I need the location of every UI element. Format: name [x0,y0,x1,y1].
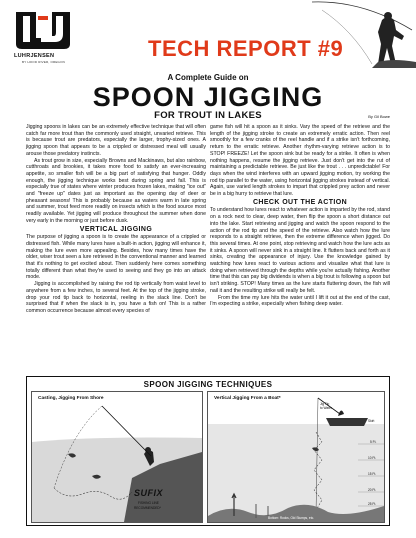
depth-25ft: 25 Ft. [368,502,377,506]
right-column [210,124,390,308]
page-subtitle: FOR TROUT IN LAKES [154,110,262,121]
boat-jigging-icon [208,392,384,522]
sufix-logo-text: SUFIX [134,488,164,498]
report-number: TECH REPORT #9 [148,36,344,61]
left-paragraph-2: As trout grow in size, especially Browns and Mackinaws, but also rainbow, cutthroats and brookies, it takes more food to satisfy an ever-increasing appetite, so smaller fish will be a big part of satisfying that hunger. Oddly enough, the jigging technique works best during spring and fall. This is especially true of states where winter produces frozen lakes, making "ice out" and "freeze up" dates just as important as the opening day of deer or pheasant seasons! This is probably because as waters warm in late spring and summer, trout feed more readily on insects which is the food source most readily available. Yet jigging will produce throughout the summer when done very early in the morning or just before dusk. [26,157,206,224]
byline: By Gil Bowe [368,114,390,119]
boat-jigging-diagram [207,391,385,523]
panel-title: SPOON JIGGING TECHNIQUES [143,380,273,389]
shore-casting-diagram [31,391,203,523]
depth-5ft: 5 Ft. [370,440,377,444]
right-paragraph-2: To understand how lures react to whatever action is imparted by the rod, stand on a rock next to clear, deep water, then flip the spoon a short distance out into the lake. Start retrieving and jigging and watch the spoon respond to the action of the rod tip and the speed of the retrieve. Also watch how the lure responds to a straight retrieve, then the extreme difference when jigged. Do this several times. At one point, stop retrieving and watch how the lure acts as it sinks. A spoon will never sink in a straight line. It flutters back and forth as it sinks, creating the appearance of injury. Use the knowledge gained by watching how lures react to various actions and visualize what that lure is doing when retrieved through the depths while you're actually fishing. Another time that this can pay big dividends is when a big trout is following a spoon but isn't striking. STOP! Many times as the lure starts fluttering down, the fish will nail it and the resulting strike will really be felt. [210,207,390,294]
sufix-line-2: FISHING LINE [138,501,159,505]
fisherman-illustration-icon [312,0,416,68]
boat-diagram-caption: Vertical Jigging From a Boat* [214,396,281,401]
luhr-jensen-logo-icon [14,10,72,50]
depth-20ft: 20 Ft. [368,488,377,492]
section-heading-check-action: CHECK OUT THE ACTION [252,198,348,206]
left-column [26,124,206,315]
jig-label-line-2: to Water [320,406,332,410]
page-title: SPOON JIGGING [92,82,324,112]
sufix-line-3: RECOMMENDED* [134,506,161,510]
right-paragraph-1: game fish will hit a spoon as it sinks. Vary the speed of the retrieve and the length of the jigging stroke to create an extremely erratic action. Then reel smoothly for a few cranks of the reel handle and if a strike isn't forthcoming, return to the erratic retrieve. Another rhythm-varying retrieve action is to STOP! FREEZE! Let the spoon sink but be ready for a strike. It often is when nothing happens, resume the jigging retrieve. Just don't get into the rut of maintaining a predictable retrieve. Be just like the trout . . . unpredictable! For days when the wind interferes with an upward jigging motion, try working the rod tip parallel to the water, using horizontal jigging strokes instead of vertical. Again, use varied length strokes to impart that crippled prey action and never be in a big hurry to retrieve that lure. [210,124,390,198]
guide-intro: A Complete Guide on [167,73,249,82]
depth-15ft: 15 Ft. [368,472,377,476]
left-paragraph-3: The purpose of jigging a spoon is to create the appearance of a crippled or distressed fish. While many lures have a built-in action, jigging will enhance it, making the lure even more appealing. Besides, how many times have the older, wiser trout seen a lure retrieved in the conventional manner and learned that it's nothing to get excited about. Then suddenly here comes something totally different than what they're used to seeing and they go into an attack mode. [26,234,206,281]
report-header [0,0,416,68]
brand-name: LUHRJENSEN [14,53,55,59]
section-heading-vertical-jigging: VERTICAL JIGGING [79,225,153,233]
techniques-panel [26,376,390,526]
skirt-label: Skirt [368,419,375,423]
left-paragraph-1: Jigging spoons in lakes can be an extremely effective technique that will often catch far more trout than the commonly used straight, unvaried retrieve. This is because trout are predators, especially the larger, trophy-sized ones. A jigging spoon that appears to be a crippled or distressed meal will usually arouse those predatory instincts. [26,124,206,157]
shore-diagram-caption: Casting, Jigging From Shore [38,396,104,401]
brand-subtitle: BY HOOD RIVER, OREGON [22,60,65,64]
shore-casting-icon [32,392,202,522]
bottom-note: Bottom: Rocks, Old Stumps, etc. [268,516,315,520]
left-paragraph-4: Jigging is accomplished by raising the rod tip vertically from waist level to anywhere from a few inches, to several feet. At the top of the jigging stroke, drop your rod tip back to horizontal, reeling in the slack line. Don't be surprised that if when the slack is in, you have a fish on! This is a rather common occurrence because almost every species of [26,281,206,314]
jig-label-line-1: Jig Tip [320,402,330,406]
right-paragraph-3: From the time my lure hits the water until I lift it out at the end of the cast, I'm expecting a strike, especially when fishing deep water. [210,294,390,308]
depth-10ft: 10 Ft. [368,456,377,460]
